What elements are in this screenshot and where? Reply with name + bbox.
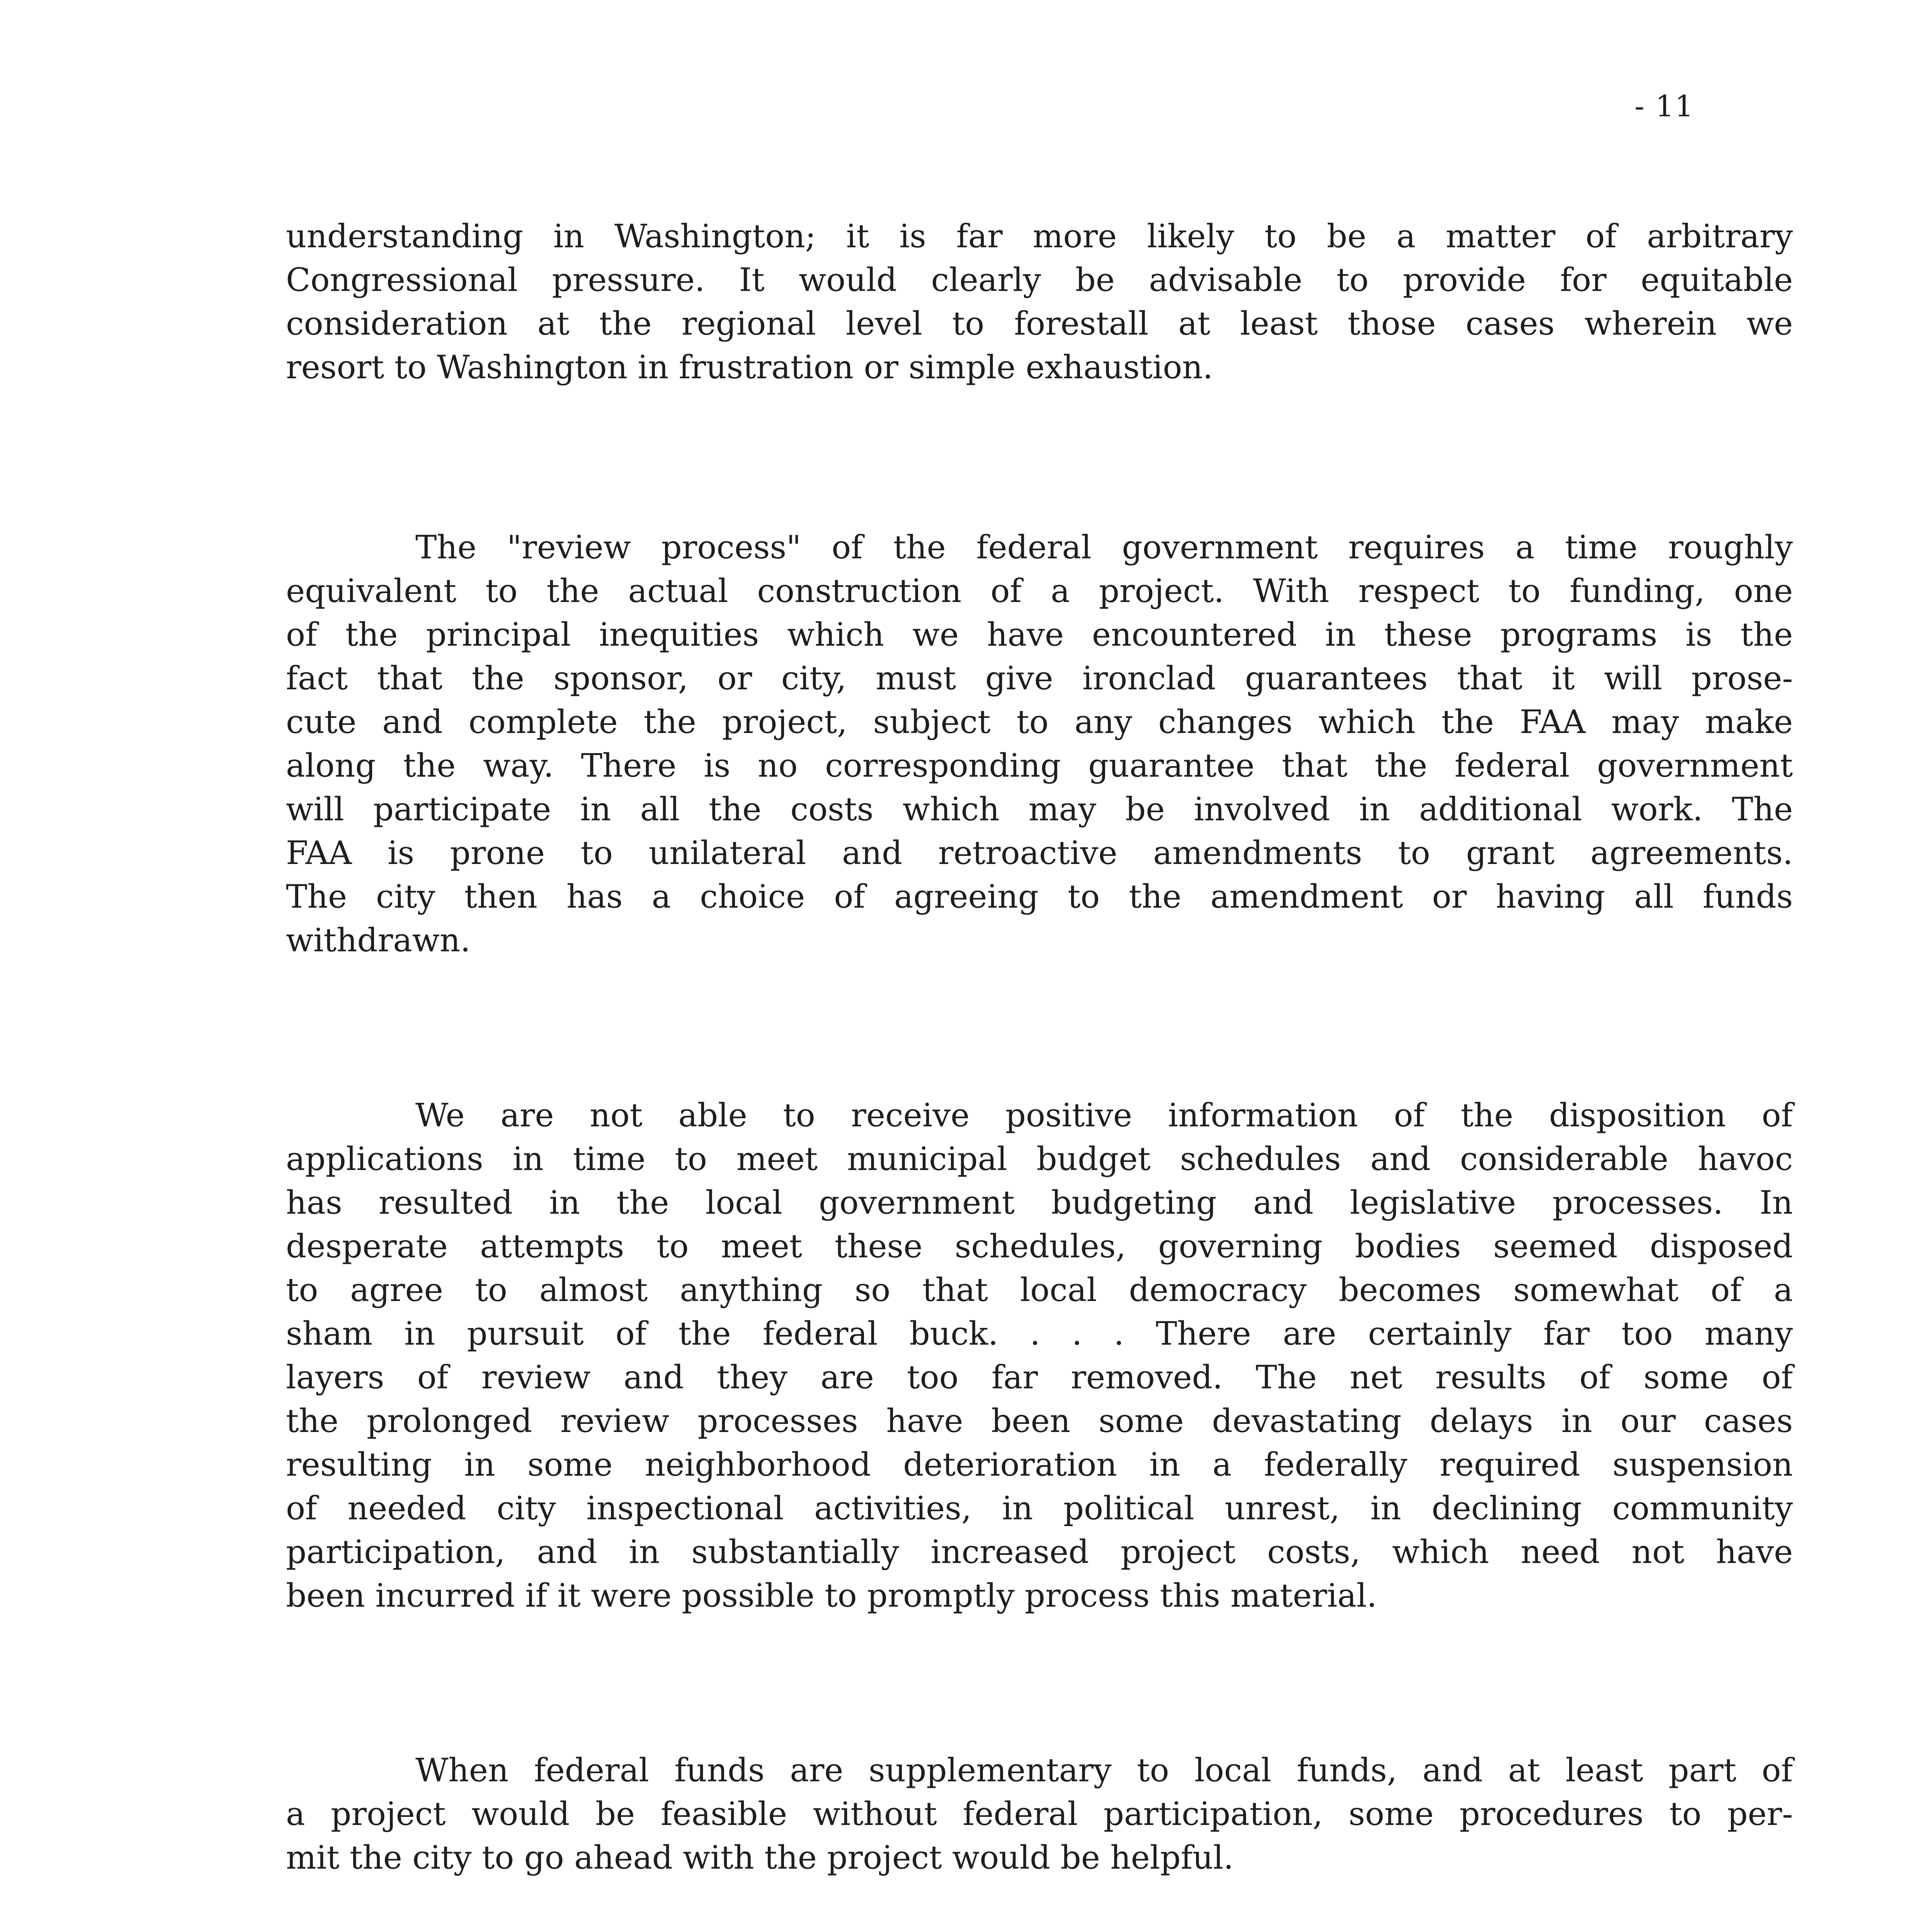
text-line: The city then has a choice of agreeing to the amendment or having all funds [286,878,1793,915]
text-line: the prolonged review processes have been some devastating delays in our cases [286,1402,1793,1440]
text-line: fact that the sponsor, or city, must give ironclad guarantees that it will prose- [286,660,1793,697]
text-line: applications in time to meet municipal budget schedules and considerable havoc [286,1140,1793,1178]
text-line: The "review process" of the federal government requires a time roughly [415,529,1793,566]
text-line: mit the city to go ahead with the project would be helpful. [286,1839,1234,1876]
text-line: to agree to almost anything so that local democracy becomes somewhat of a [286,1271,1793,1309]
text-line: We are not able to receive positive information of the disposition of [415,1097,1793,1134]
text-line: participation, and in substantially increased project costs, which need not have [286,1533,1793,1571]
text-line: has resulted in the local government budgeting and legislative processes. In [286,1184,1793,1221]
text-line: cute and complete the project, subject to any changes which the FAA may make [286,703,1793,741]
paragraph-4 [286,1748,1793,1879]
text-line: withdrawn. [286,922,471,959]
paragraph-2 [286,526,1793,962]
text-line: resulting in some neighborhood deterioration in a federally required suspension [286,1446,1793,1483]
text-line: a project would be feasible without federal participation, some procedures to per- [286,1795,1793,1833]
text-line: of needed city inspectional activities, in political unrest, in declining community [286,1490,1793,1527]
page-number: - 11 [1634,89,1694,123]
text-line: layers of review and they are too far removed. The net results of some of [286,1359,1793,1396]
text-line: When federal funds are supplementary to local funds, and at least part of [415,1752,1793,1789]
text-line: consideration at the regional level to forestall at least those cases wherein we [286,305,1793,342]
text-line: equivalent to the actual construction of a project. With respect to funding, one [286,572,1793,610]
text-line: along the way. There is no corresponding guarantee that the federal government [286,747,1793,784]
text-line: Congressional pressure. It would clearly be advisable to provide for equitable [286,261,1793,299]
paragraph-1 [286,214,1793,389]
text-line: been incurred if it were possible to promptly process this material. [286,1577,1377,1614]
text-line: understanding in Washington; it is far more likely to be a matter of arbitrary [286,218,1793,255]
text-line: of the principal inequities which we have encountered in these programs is the [286,616,1793,653]
text-line: desperate attempts to meet these schedules, governing bodies seemed disposed [286,1228,1793,1265]
paragraph-3 [286,1094,1793,1617]
text-line: will participate in all the costs which may be involved in additional work. The [286,791,1793,828]
text-line: resort to Washington in frustration or simple exhaustion. [286,349,1213,386]
text-line: FAA is prone to unilateral and retroactive amendments to grant agreements. [286,834,1793,872]
text-line: sham in pursuit of the federal buck. . . . There are certainly far too many [286,1315,1793,1352]
